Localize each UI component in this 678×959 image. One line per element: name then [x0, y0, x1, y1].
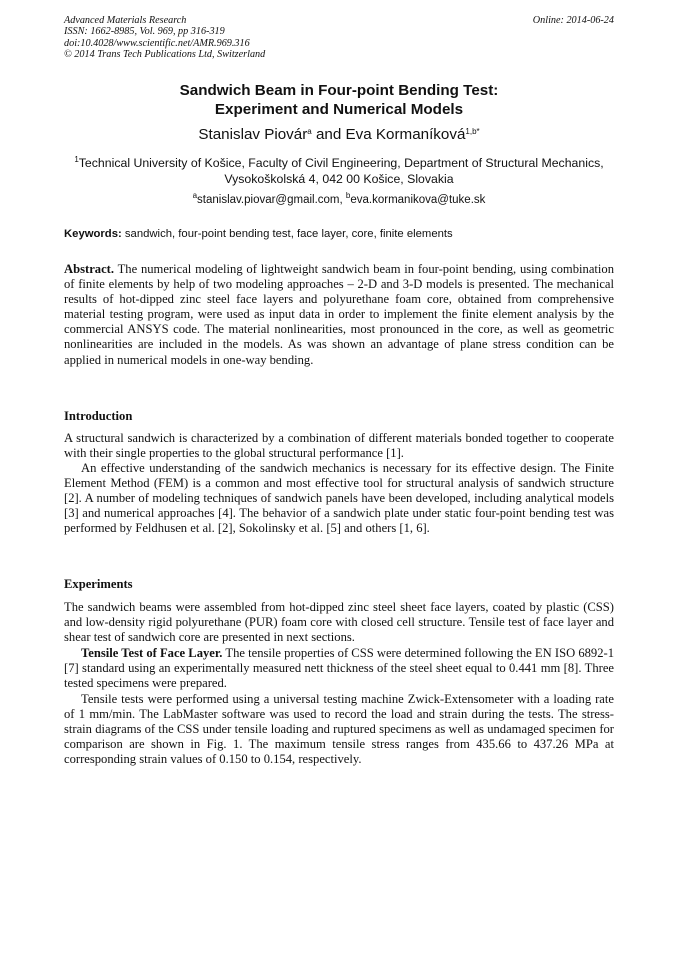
- author-line: [64, 125, 614, 144]
- journal-copyright: © 2014 Trans Tech Publications Ltd, Switzerland: [64, 49, 266, 61]
- experiments-paragraph-1: The sandwich beams were assembled from hot-dipped zinc steel sheet face layers, coated by plastic (CSS) and low-density rigid polyurethane (PUR) foam core with closed cell structure. Tensile test of face layer and shear test of sandwich core are presented in next sections.: [64, 600, 614, 645]
- experiments-paragraph-3: Tensile tests were performed using a universal testing machine Zwick-Extensometer with a loading rate of 1 mm/min. The LabMaster software was used to record the load and strain during the tests. The stress-strain diagrams of the CSS under tensile loading and ruptured specimens as well as undamaged specimen for comparison are shown in Fig. 1. The maximum tensile stress ranges from 435.66 to 437.26 MPa at corresponding strain values of 0.150 to 0.154, respectively.: [64, 692, 614, 767]
- email-a: stanislav.piovar@gmail.com,: [197, 194, 346, 206]
- journal-header: [64, 15, 265, 61]
- title-line-2: Experiment and Numerical Models: [214, 101, 464, 118]
- author-emails: [64, 192, 614, 208]
- email-b: eva.kormanikova@tuke.sk: [350, 194, 486, 206]
- author-2: Eva Kormaníková: [345, 126, 466, 143]
- email-a-sup: a: [192, 191, 198, 200]
- affiliation-line-1: Technical University of Košice, Faculty of Civil Engineering, Department of Structural Mechanics,: [78, 156, 604, 170]
- email-b-sup: b: [345, 191, 351, 200]
- introduction-heading: Introduction: [64, 409, 133, 423]
- author-2-sup: 1,b*: [465, 127, 480, 136]
- affiliation: [64, 155, 614, 187]
- online-date: Online: 2014-06-24: [532, 15, 614, 26]
- journal-issn: ISSN: 1662-8985, Vol. 969, pp 316-319: [64, 26, 225, 38]
- paper-title: [64, 81, 614, 119]
- experiments-heading: Experiments: [64, 577, 133, 591]
- affiliation-sup: 1: [74, 155, 79, 164]
- abstract: [64, 262, 614, 368]
- affiliation-line-2: Vysokoškolská 4, 042 00 Košice, Slovakia: [224, 172, 454, 186]
- journal-doi: doi:10.4028/www.scientific.net/AMR.969.316: [64, 37, 250, 49]
- title-line-1: Sandwich Beam in Four-point Bending Test:: [179, 82, 499, 99]
- abstract-text: The numerical modeling of lightweight sandwich beam in four-point bending, using combination of finite elements by help of two modeling approaches – 2-D and 3-D models is presented. The mechanical results of hot-dipped zinc steel face layers and polyurethane foam core, obtained from comprehensive material testing program, were used as input data in order to implement the finite element analysis by the commercial ANSYS code. The material nonlinearities, most pronounced in the core, as well as geometric nonlinearities are included in the models. As was shown an advantage of plane stress condition can be applied in numerical models in one-way bending.: [64, 262, 614, 367]
- abstract-label: Abstract.: [64, 262, 115, 276]
- author-conjunction: and: [311, 126, 346, 143]
- tensile-test-text: The tensile properties of CSS were determined following the EN ISO 6892-1 [7] standard using an experimentally measured nett thickness of the steel sheet equal to 0.441 mm [8]. Three tested specimens were prepared.: [64, 646, 614, 691]
- journal-name: Advanced Materials Research: [64, 15, 187, 26]
- keywords-text: sandwich, four-point bending test, face layer, core, finite elements: [121, 228, 453, 240]
- author-1: Stanislav Piovár: [198, 126, 308, 143]
- introduction-paragraph-2: An effective understanding of the sandwich mechanics is necessary for its effective design. The Finite Element Method (FEM) is a common and most effective tool for structural analysis of sandwich structure [2]. A number of modeling techniques of sandwich panels have been developed, including analytical models [3] and numerical approaches [4]. The behavior of a sandwich plate under static four-point bending test was performed by Feldhusen et al. [2], Sokolinsky et al. [5] and others [1, 6].: [64, 461, 614, 536]
- keywords-label: Keywords:: [64, 228, 122, 240]
- author-1-sup: a: [307, 127, 312, 136]
- experiments-paragraph-2: [64, 646, 614, 691]
- introduction-paragraph-1: A structural sandwich is characterized by a combination of different materials bonded together to cooperate with their single properties to the global structural performance [1].: [64, 431, 614, 461]
- keywords: [64, 227, 614, 242]
- tensile-test-lead: Tensile Test of Face Layer.: [81, 646, 223, 660]
